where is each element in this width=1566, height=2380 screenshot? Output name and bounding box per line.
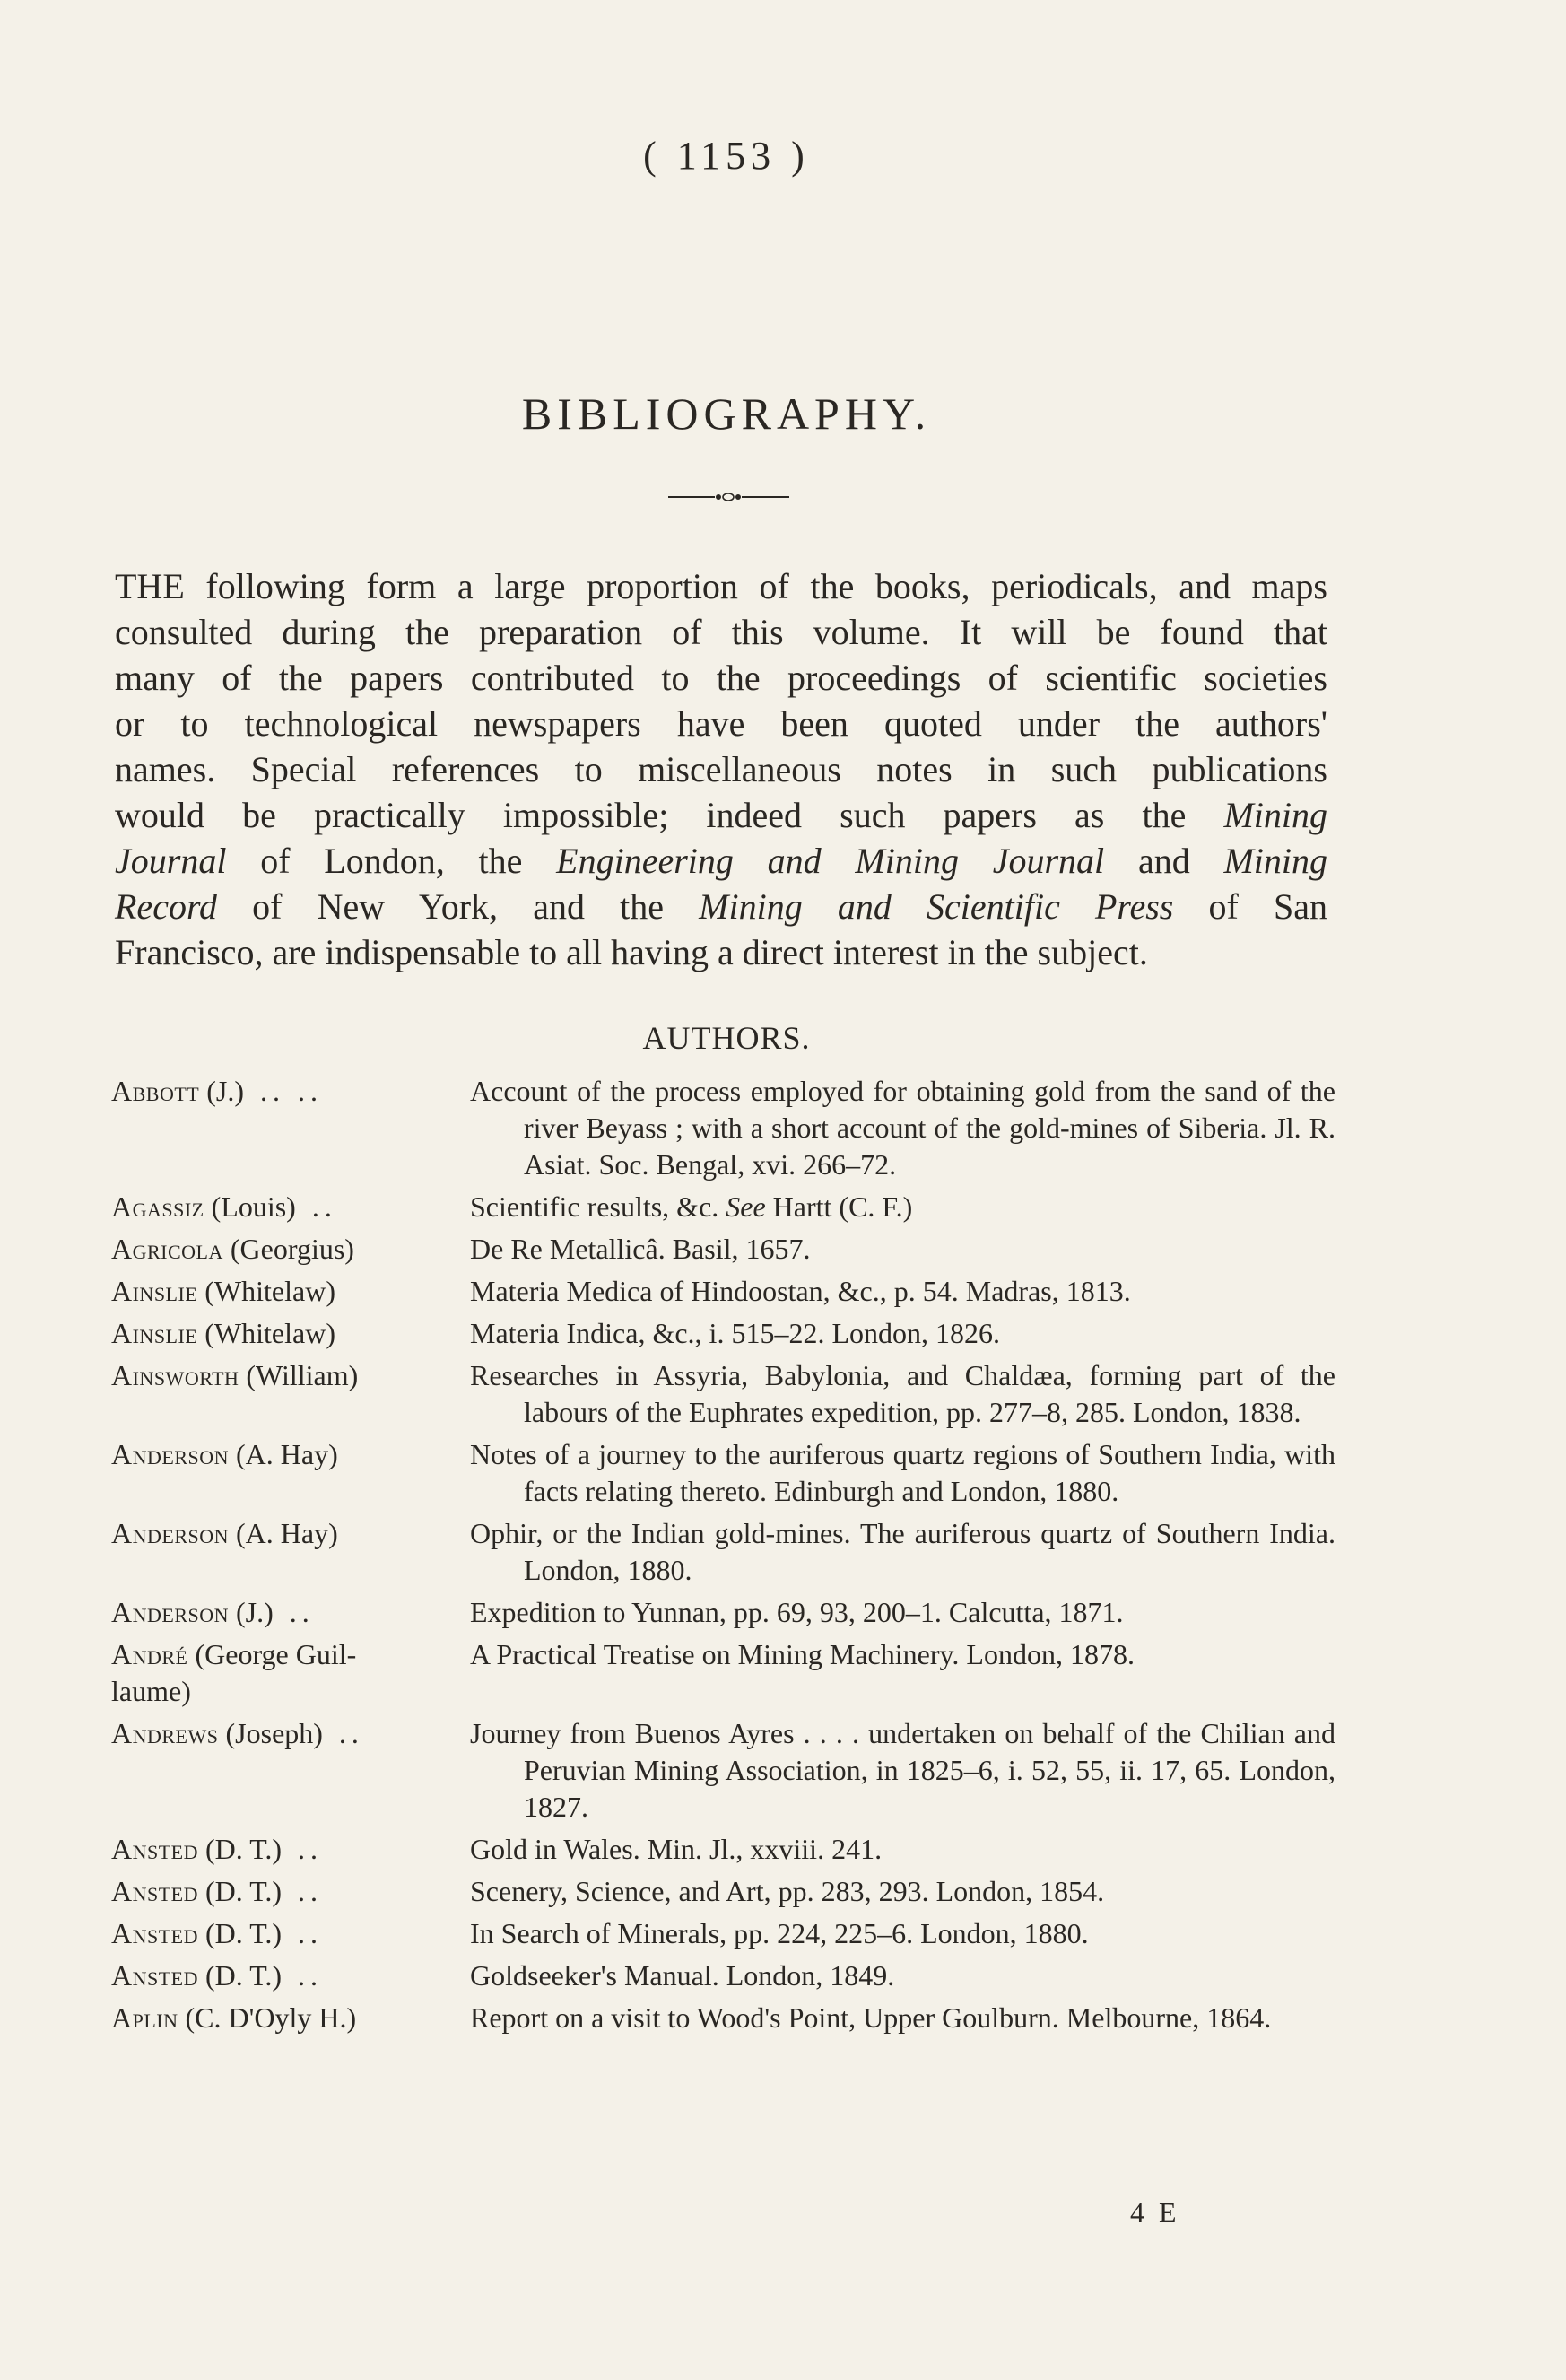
- entry-work: De Re Metallicâ. Basil, 1657.: [470, 1233, 811, 1265]
- entry-author: Ansted (D. T.) ..: [111, 1959, 324, 1992]
- bibliography-entry: [111, 1594, 1335, 1631]
- bibliography-entry: [111, 1957, 1335, 1994]
- entry-work: Researches in Assyria, Babylonia, and Chaldæa, forming part of the labours of the Euphrates expedition, pp. 277–8, 285. London, 1838.: [470, 1359, 1335, 1428]
- bibliography-entry: [111, 1231, 1335, 1268]
- entry-author: Ainslie (Whitelaw): [111, 1275, 335, 1307]
- entry-author: Anderson (A. Hay): [111, 1517, 338, 1549]
- entry-author: Ainsworth (William): [111, 1359, 359, 1391]
- entry-work: Scientific results, &c. See Hartt (C. F.): [470, 1190, 913, 1223]
- ornament-divider: [668, 488, 789, 506]
- entry-author: Abbott (J.) .. ..: [111, 1075, 323, 1107]
- intro-paragraph: [115, 563, 1327, 975]
- bibliography-entry: [111, 2000, 1335, 2036]
- entry-author: Anderson (A. Hay): [111, 1438, 338, 1470]
- entry-author: Anderson (J.) ..: [111, 1596, 315, 1628]
- entry-work: Expedition to Yunnan, pp. 69, 93, 200–1. Calcutta, 1871.: [470, 1596, 1124, 1628]
- bibliography-entry: [111, 1273, 1335, 1310]
- entry-work: Gold in Wales. Min. Jl., xxviii. 241.: [470, 1833, 883, 1865]
- entry-work: Goldseeker's Manual. London, 1849.: [470, 1959, 895, 1992]
- entry-work: In Search of Minerals, pp. 224, 225–6. London, 1880.: [470, 1917, 1089, 1949]
- entry-work: Scenery, Science, and Art, pp. 283, 293. London, 1854.: [470, 1875, 1105, 1907]
- entry-author: Agassiz (Louis) ..: [111, 1190, 337, 1223]
- intro-line: many of the papers contributed to the proceedings of scientific societies: [115, 658, 1327, 698]
- entry-work: Journey from Buenos Ayres . . . . undertaken on behalf of the Chilian and Peruvian Mining Association, in 1825–6, i. 52, 55, ii. 17, 65. London, 1827.: [470, 1717, 1335, 1823]
- bibliography-entry: [111, 1515, 1335, 1589]
- signature-mark: 4 E: [1130, 2196, 1180, 2228]
- entry-work: Report on a visit to Wood's Point, Upper Goulburn. Melbourne, 1864.: [470, 2001, 1272, 2034]
- bibliography-entry: [111, 1831, 1335, 1868]
- entry-author: Agricola (Georgius): [111, 1233, 354, 1265]
- entry-work: Materia Medica of Hindoostan, &c., p. 54. Madras, 1813.: [470, 1275, 1131, 1307]
- entry-author: André (George Guil- laume): [111, 1638, 357, 1707]
- entry-author: Ansted (D. T.) ..: [111, 1875, 324, 1907]
- entry-work: Notes of a journey to the auriferous quartz regions of Southern India, with facts relating thereto. Edinburgh and London, 1880.: [470, 1438, 1335, 1507]
- intro-line: THE following form a large proportion of the books, periodicals, and maps: [115, 566, 1327, 606]
- entry-author: Ansted (D. T.) ..: [111, 1917, 324, 1949]
- entry-work: Ophir, or the Indian gold-mines. The auriferous quartz of Southern India. London, 1880.: [470, 1517, 1335, 1586]
- intro-line: or to technological newspapers have been quoted under the authors': [115, 703, 1327, 744]
- bibliography-entry: [111, 1315, 1335, 1352]
- entry-work: A Practical Treatise on Mining Machinery. London, 1878.: [470, 1638, 1135, 1670]
- bibliography-entry: [111, 1715, 1335, 1826]
- bibliography-entry: [111, 1636, 1335, 1710]
- bibliography-entry: [111, 1915, 1335, 1952]
- bibliography-list: [111, 1073, 1335, 2042]
- entry-author: Andrews (Joseph) ..: [111, 1717, 364, 1749]
- entry-author: Aplin (C. D'Oyly H.): [111, 2001, 357, 2034]
- page-number: ( 1153 ): [643, 134, 810, 178]
- bibliography-entry: [111, 1073, 1335, 1183]
- intro-line: would be practically impossible; indeed such papers as the Mining: [115, 795, 1327, 835]
- intro-line: consulted during the preparation of this volume. It will be found that: [115, 612, 1327, 652]
- entry-author: Ainslie (Whitelaw): [111, 1317, 335, 1349]
- bibliography-entry: [111, 1873, 1335, 1910]
- entry-author: Ansted (D. T.) ..: [111, 1833, 324, 1865]
- page-title: BIBLIOGRAPHY.: [521, 388, 932, 439]
- intro-line: Francisco, are indispensable to all having a direct interest in the subject.: [115, 932, 1148, 972]
- section-heading: AUTHORS.: [642, 1020, 811, 1056]
- intro-line: Record of New York, and the Mining and Scientific Press of San: [115, 886, 1327, 927]
- entry-work: Account of the process employed for obtaining gold from the sand of the river Beyass ; with a short account of the gold-mines of Siberia. Jl. R. Asiat. Soc. Bengal, xvi. 266–72.: [470, 1075, 1335, 1181]
- entry-work: Materia Indica, &c., i. 515–22. London, 1826.: [470, 1317, 1000, 1349]
- intro-line: names. Special references to miscellaneous notes in such publications: [115, 749, 1327, 789]
- intro-line: Journal of London, the Engineering and Mining Journal and Mining: [115, 841, 1328, 881]
- bibliography-entry: [111, 1436, 1335, 1510]
- bibliography-entry: [111, 1357, 1335, 1431]
- bibliography-entry: [111, 1189, 1335, 1225]
